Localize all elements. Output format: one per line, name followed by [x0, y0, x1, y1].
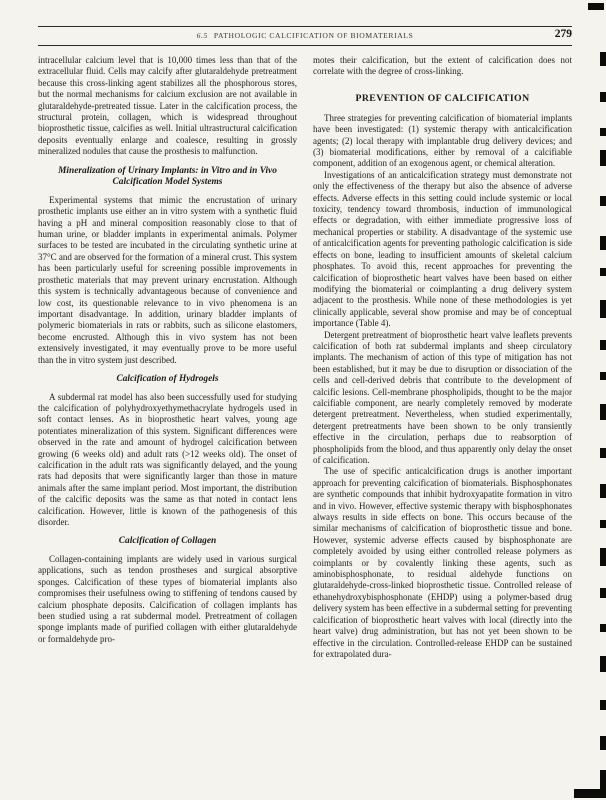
scan-artifact-mark: [600, 196, 606, 206]
scan-artifact-mark: [600, 624, 606, 632]
scan-artifact-mark: [600, 92, 606, 102]
scan-artifact-mark: [600, 340, 606, 350]
paragraph: Experimental systems that mimic the encrustation of urinary prosthetic implants use either an in vitro system with a synthetic fluid having a pH and mineral composition reasonably close to that of human urine, or bladder implants in experimental animals. Polymer surfaces to be tested are incubated in the circulating synthetic urine at 37°C and are observed for the formation of a mineral crust. This system has been particularly useful for screening possible improvements in prosthetic materials that may prevent urinary encrustation. Although this system is technically advantageous because of convenience and low cost, its questionable relevance to in vivo phenomena is an important disadvantage. In addition, urinary bladder implants of polymeric biomaterials in rats or rabbits, such as silicone elastomers, become encrusted. Although this in vivo system has not been extensively investigated, it may eventually prove to be more useful than the in vitro system just described.: [38, 194, 297, 365]
scan-artifact-mark: [588, 3, 604, 10]
running-head: [38, 26, 572, 46]
scan-artifact-mark: [600, 150, 606, 166]
scan-artifact-mark: [600, 448, 606, 458]
page-number: 279: [554, 28, 572, 40]
right-column: [313, 55, 572, 660]
running-head-title: [38, 31, 572, 40]
paragraph: Three strategies for preventing calcification of biomaterial implants have been investigated: (1) systemic therapy with anticalcification agents; (2) local therapy with implantable drug delivery devices; and (3) biomaterial modifications, either by removal of a calcifiable component, addition of an exogenous agent, or chemical alteration.: [313, 112, 572, 169]
chapter-title: PATHOLOGIC CALCIFICATION OF BIOMATERIALS: [213, 31, 414, 40]
scan-artifact-mark: [600, 236, 606, 250]
two-column-body: [38, 55, 572, 660]
scan-artifact-mark: [600, 372, 606, 380]
left-column: [38, 55, 297, 660]
paragraph: intracellular calcium level that is 10,000 times less than that of the extracellular fluid. Cells may calcify after glutaraldehyde pretreatment because this cross-linking agent stabilizes all the phosphorous stores, but the normal mechanisms for calcium exclusion are not available in glutaraldehyde-pretreated tissue. Later in the calcification process, the structural protein, collagen, which is widespread throughout bioprosthetic tissue, calcifies as well. Initial ultrastructural calcification deposits eventually enlarge and coalesce, resulting in grossly mineralized nodules that cause the prosthesis to malfunction.: [38, 55, 297, 157]
paragraph: Collagen-containing implants are widely used in various surgical applications, such as tendon prostheses and surgical absorptive sponges. Calcification of these types of biomaterial implants also compromises their usefulness owing to stiffening of tendons caused by calcium phosphate deposits. Calcification of collagen implants has been studied using a rat subdermal model. Pretreatment of collagen sponge implants made of purified collagen with either glutaraldehyde or formaldehyde pro-: [38, 554, 297, 644]
scan-artifact-mark: [600, 484, 606, 498]
scan-artifact-mark: [600, 656, 606, 672]
scan-artifact-mark: [600, 736, 606, 750]
paragraph: The use of specific anticalcification drugs is another important approach for preventing calcification of biomaterials. Bisphosphonates are synthetic compounds that inhibit hydroxyapatite formation in vitro and in vivo. However, effective systemic therapy with bisphosphonates always results in side effects on bone. This occurs because of the similar mechanisms of calcification of bioprosthetic tissue and bone. However, systemic adverse effects caused by bisphosphonate are completely avoided by using either controlled release polymers as coimplants or by covalently linking these agents, such as aminobisphosphonate, to residual aldehyde functions on glutaraldehyde-cross-linked bioprosthetic tissue. Controlled release of ethanehydroxybisphosphonate (EHDP) using a polymer-based drug delivery system has been effective in a subdermal setting for preventing calcification of bioprosthetic heart valves with local (directly into the heart valve) drug administration, but has not yet been shown to be effective in the circulation. Controlled-release EHDP can be sustained for extrapolated dura-: [313, 466, 572, 659]
page-content: [38, 26, 572, 660]
scan-artifact-mark: [600, 548, 606, 566]
scan-artifact-mark: [600, 268, 606, 276]
section-heading: PREVENTION OF CALCIFICATION: [355, 92, 530, 104]
paragraph: Investigations of an anticalcification strategy must demonstrate not only the effectiveness of the therapy but also the absence of adverse effects. Adverse effects in this setting could include systemic or local toxicity, tendency toward thrombosis, induction of immunological effects or degradation, with either immediate progressive loss of mechanical properties or stability. A disadvantage of the systemic use of anticalcification agents for preventing pathologic calcification is side effects on bone, leading to insufficient amounts of skeletal calcium phosphates. To avoid this, recent approaches for preventing the calcification of bioprosthetic heart valves have been based on either modifying the biomaterial or coimplanting a drug delivery system adjacent to the prosthesis. While none of these methodologies is yet clinically applicable, several show promise and may be of conceptual importance (Table 4).: [313, 169, 572, 329]
scan-artifact-mark: [600, 700, 606, 710]
scan-artifact-mark: [600, 520, 606, 528]
paragraph: motes their calcification, but the extent of calcification does not correlate with the degree of cross-linking.: [313, 55, 572, 77]
paragraph: Detergent pretreatment of bioprosthetic heart valve leaflets prevents calcification of both rat subdermal implants and sheep circulatory implants. The mechanism of action of this type of mitigation has not been established, but it may be due to disruption or dissociation of the cells and cell-derived debris that contribute to the development of calcific lesions. Cell-membrane phospholipids, thought to be the major calcifiable component, are nearly completely removed by moderate detergent pretreatment. Nevertheless, when studied experimentally, detergent pretreatments have been shown to be only transiently effective in the circulation, perhaps due to reabsorption of phospholipids from the blood, and thus apparently only delay the onset of calcification.: [313, 329, 572, 465]
scan-artifact-mark: [574, 789, 606, 798]
scan-artifact-mark: [600, 404, 606, 420]
scan-artifact-mark: [600, 52, 606, 66]
paragraph: A subdermal rat model has also been successfully used for studying the calcification of polyhydroxyethymethacrylate hydrogels used in soft contact lenses. As in bioprosthetic heart valves, young age potentiates mineralization of this system. Significant differences were observed in the rate and amount of hydrogel calcification between growing (6 weeks old) and adult rats (>12 weeks old). The onset of calcification in the adult rats was significantly delayed, and the young rats had deposits that were significantly larger than those in mature animals after the same implant period. Most important, the distribution of the calcific deposits was the same as that noted in contact lens calcification. However, little is known of the pathogenesis of this disorder.: [38, 391, 297, 527]
scan-artifact-mark: [600, 300, 606, 318]
scan-artifact-mark: [600, 588, 606, 598]
subsection-heading: Mineralization of Urinary Implants: in Vitro and in Vivo Calcification Model Systems: [58, 165, 277, 188]
subsection-heading: Calcification of Hydrogels: [116, 373, 219, 384]
scan-artifact-mark: [600, 128, 606, 136]
section-number: 6.5: [196, 31, 208, 40]
subsection-heading: Calcification of Collagen: [118, 536, 217, 547]
